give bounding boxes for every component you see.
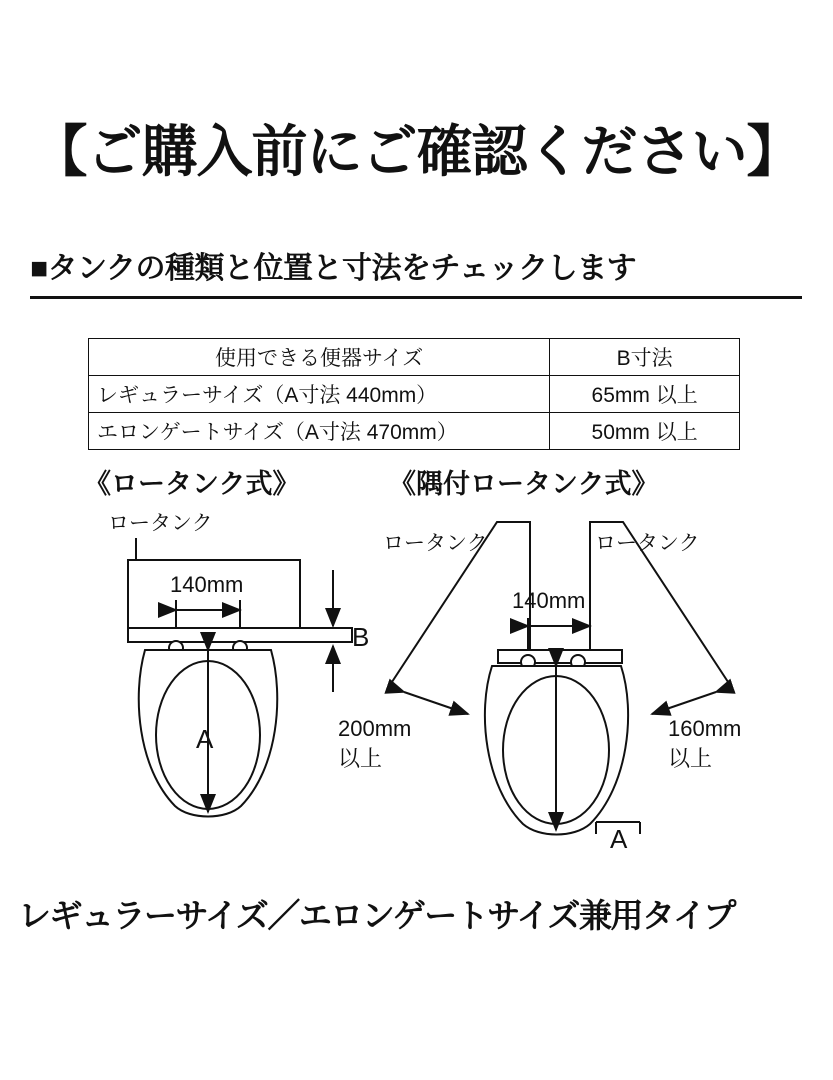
diagram-heading-low-tank: 《ロータンク式》 bbox=[84, 469, 300, 499]
right-right-clearance-label-2: 以上 bbox=[668, 746, 713, 771]
left-width-label: 140mm bbox=[170, 572, 244, 597]
left-a-label: A bbox=[196, 724, 214, 754]
table-cell-b-regular: 65mm 以上 bbox=[550, 376, 740, 413]
table-cell-size-elongate: エロンゲートサイズ（A寸法 470mm） bbox=[89, 413, 550, 450]
table-cell-b-elongate: 50mm 以上 bbox=[550, 413, 740, 450]
table-cell-size-regular: レギュラーサイズ（A寸法 440mm） bbox=[89, 376, 550, 413]
right-tank-label-left: ロータンク bbox=[383, 532, 488, 555]
right-a-label: A bbox=[610, 824, 628, 854]
table-header-size: 使用できる便器サイズ bbox=[89, 339, 550, 376]
right-tank-label-right: ロータンク bbox=[595, 532, 700, 555]
right-width-label: 140mm bbox=[512, 588, 586, 613]
right-left-clearance-label-1: 200mm bbox=[338, 716, 412, 741]
page-title: 【ご購入前にご確認ください】 bbox=[31, 120, 802, 183]
diagram-heading-corner-tank: 《隅付ロータンク式》 bbox=[389, 469, 659, 499]
table-row bbox=[89, 376, 740, 413]
table-header-b: B寸法 bbox=[550, 339, 740, 376]
section-subtitle: ■タンクの種類と位置と寸法をチェックします bbox=[30, 252, 637, 285]
table-header-row bbox=[89, 339, 740, 376]
toilet-dimension-diagrams bbox=[0, 500, 833, 860]
right-diagram-group bbox=[338, 522, 741, 854]
footer-note: レギュラーサイズ／エロンゲートサイズ兼用タイプ bbox=[18, 897, 735, 934]
right-left-clearance-label-2: 以上 bbox=[338, 746, 383, 771]
left-diagram-group bbox=[108, 512, 369, 817]
right-right-clearance-label-1: 160mm bbox=[668, 716, 742, 741]
subtitle-underline bbox=[30, 296, 802, 299]
table-row bbox=[89, 413, 740, 450]
spec-table bbox=[88, 338, 740, 450]
left-tank-label: ロータンク bbox=[108, 512, 213, 535]
left-b-label: B bbox=[352, 622, 370, 652]
